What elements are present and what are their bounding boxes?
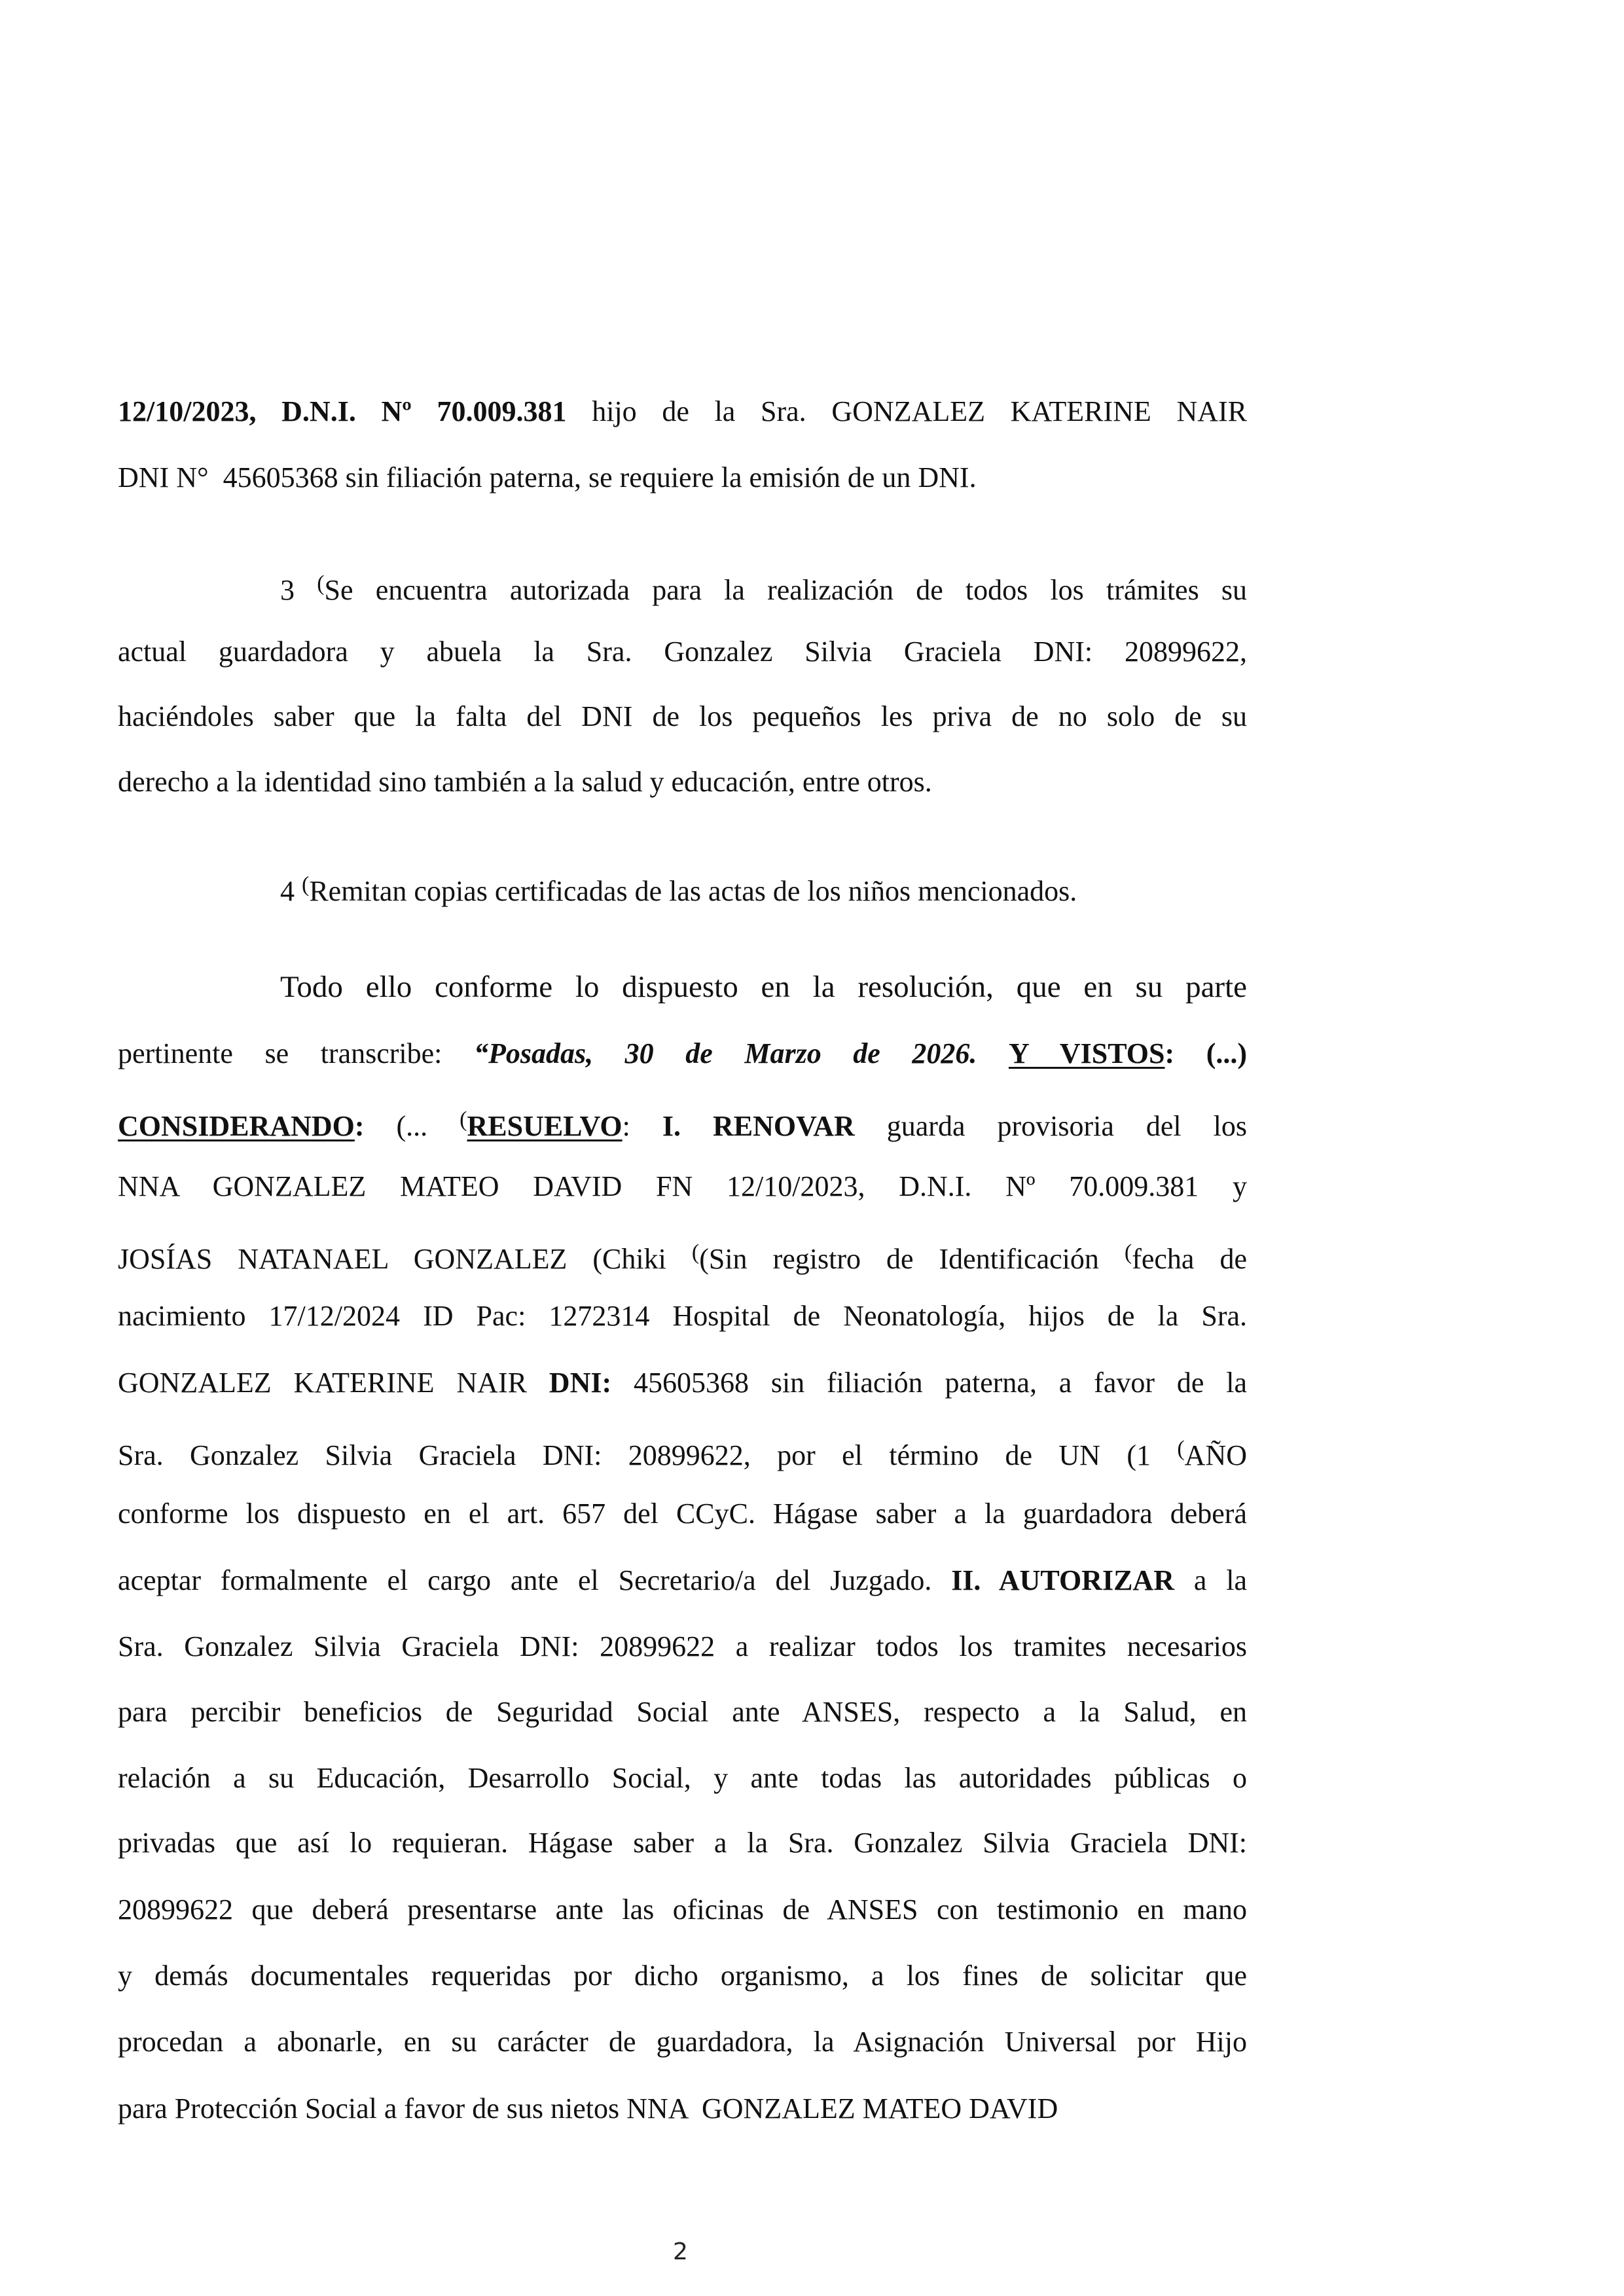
text-segment: Sra. Gonzalez Silvia Graciela DNI: 20899622 a realizar todos los tramites necesarios [118,1630,1247,1662]
text-segment: 3 [280,574,317,606]
text-line [118,1103,1247,1143]
text-segment: privadas que así lo requieran. Hágase saber a la Sra. Gonzalez Silvia Graciela DNI: [118,1827,1247,1859]
text-segment: ( [1124,1240,1132,1265]
text-line [118,1236,1247,1276]
text-line [118,1564,1247,1598]
text-segment: JOSÍAS NATANAEL GONZALEZ (Chiki [118,1243,692,1275]
text-segment: haciéndoles saber que la falta del DNI de los pequeños les priva de no solo de su [118,700,1247,732]
text-segment: (... [364,1110,460,1142]
text-segment: NNA GONZALEZ MATEO DAVID FN 12/10/2023, D.N.I. Nº 70.009.381 y [118,1170,1247,1202]
text-segment: ( [1177,1437,1185,1461]
text-line [118,1893,1247,1927]
text-line [118,1037,1247,1071]
text-line [118,1959,1247,1993]
text-segment: hijo de la Sra. GONZALEZ KATERINE NAIR [566,395,1248,427]
text-segment: relación a su Educación, Desarrollo Social, y ante todas las autoridades públicas o [118,1762,1247,1794]
text-segment: ( [460,1107,467,1132]
text-segment [977,1037,1009,1069]
text-segment: Sra. Gonzalez Silvia Graciela DNI: 20899622, por el término de UN (1 [118,1439,1178,1471]
text-segment: ( [691,1240,700,1265]
text-line [118,2092,1247,2126]
text-segment: Todo ello conforme lo dispuesto en la resolución, que en su parte [280,970,1247,1004]
text-line [118,1299,1247,1333]
text-segment: para Protección Social a favor de sus nietos NNA GONZALEZ MATEO DAVID [118,2092,1058,2125]
text-segment: pertinente se transcribe: [118,1037,474,1069]
text-segment: actual guardadora y abuela la Sra. Gonzalez Silvia Graciela DNI: 20899622, [118,636,1247,668]
text-line [118,765,1247,799]
text-segment: ( [317,571,325,596]
text-segment: 12/10/2023, D.N.I. Nº 70.009.381 [118,395,567,427]
text-segment: II. AUTORIZAR [951,1564,1174,1596]
text-line [118,1432,1247,1473]
text-line [118,1497,1247,1531]
text-segment: CONSIDERANDO [118,1110,355,1142]
text-line [118,1761,1247,1795]
text-segment: para percibir beneficios de Seguridad Social ante ANSES, respecto a la Salud, en [118,1696,1247,1728]
text-line [280,868,1247,908]
text-line [118,2025,1247,2059]
text-segment: “Posadas, 30 de Marzo de 2026. [473,1037,977,1069]
text-segment: (Sin registro de Identificación [699,1243,1125,1275]
text-line [118,635,1247,669]
text-segment: DNI: [549,1367,612,1399]
text-line [118,395,1247,429]
text-line [118,461,1247,495]
text-segment: I. RENOVAR [662,1110,855,1142]
text-line [280,567,1247,607]
text-segment: : (...) [1164,1037,1248,1069]
text-segment: aceptar formalmente el cargo ante el Secretario/a del Juzgado. [118,1564,952,1596]
text-segment: 4 [280,875,302,907]
text-line [118,1826,1247,1860]
text-line [118,1630,1247,1664]
text-segment: conforme los dispuesto en el art. 657 del CCyC. Hágase saber a la guardadora deberá [118,1498,1247,1530]
text-line [118,1170,1247,1204]
text-segment: ( [302,872,310,897]
text-segment: Remitan copias certificadas de las actas de los niños mencionados. [309,875,1077,907]
text-line [118,1366,1247,1400]
text-segment: AÑO [1184,1439,1247,1471]
text-segment: guarda provisoria del los [854,1110,1247,1142]
text-segment: GONZALEZ KATERINE NAIR [118,1367,549,1399]
text-segment: DNI N° 45605368 sin filiación paterna, se requiere la emisión de un DNI. [118,461,977,493]
text-segment: RESUELVO [467,1110,623,1142]
text-segment: nacimiento 17/12/2024 ID Pac: 1272314 Hospital de Neonatología, hijos de la Sra. [118,1300,1247,1332]
text-line [118,1695,1247,1729]
text-segment: : [354,1110,365,1142]
text-segment: Y VISTOS [1008,1037,1165,1069]
text-segment: procedan a abonarle, en su carácter de guardadora, la Asignación Universal por Hijo [118,2026,1247,2058]
text-segment: a la [1174,1564,1247,1596]
text-segment: derecho a la identidad sino también a la salud y educación, entre otros. [118,766,932,798]
text-segment: : [622,1110,662,1142]
text-line [280,970,1247,1004]
text-line [118,700,1247,734]
text-segment: 45605368 sin filiación paterna, a favor de la [611,1367,1247,1399]
text-segment: Se encuentra autorizada para la realización de todos los trámites su [324,574,1248,606]
page-number: 2 [673,2238,688,2265]
text-segment: 20899622 que deberá presentarse ante las oficinas de ANSES con testimonio en mano [118,1893,1247,1926]
text-segment: fecha de [1132,1243,1247,1275]
text-segment: y demás documentales requeridas por dicho organismo, a los fines de solicitar que [118,1960,1247,1992]
